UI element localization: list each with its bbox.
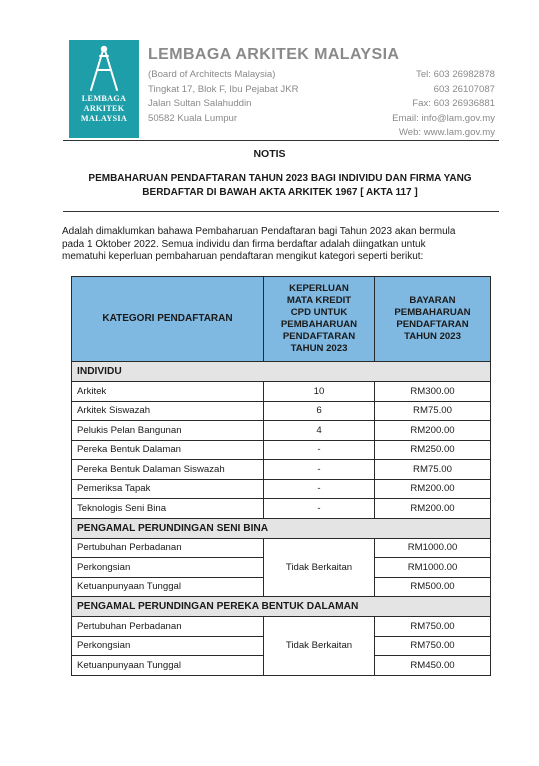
subject-line-1: PEMBAHARUAN PENDAFTARAN TAHUN 2023 BAGI INDIVIDU DAN FIRMA YANG — [88, 173, 472, 184]
fee-cell: RM500.00 — [375, 577, 491, 597]
intro-line: mematuhi keperluan pembaharuan pendaftaran mengikut kategori seperti berikut: — [62, 251, 424, 263]
table-row — [72, 421, 491, 441]
contact-email: Email: info@lam.gov.my — [392, 112, 495, 124]
fee-cell: RM200.00 — [375, 479, 491, 499]
fee-cell: RM200.00 — [375, 421, 491, 441]
fee-cell: RM1000.00 — [375, 538, 491, 558]
logo-line-3: MALAYSIA — [80, 114, 128, 123]
cpd-cell: 10 — [264, 382, 375, 402]
fee-cell: RM75.00 — [375, 460, 491, 480]
logo-line-1: LEMBAGA — [81, 94, 127, 103]
cpd-cell: 6 — [264, 401, 375, 421]
intro-paragraph — [62, 226, 502, 264]
category-cell: Teknologis Seni Bina — [72, 499, 264, 519]
compass-emblem-icon — [79, 44, 129, 94]
contact-web: Web: www.lam.gov.my — [398, 127, 495, 139]
cpd-merged-cell: Tidak Berkaitan — [264, 617, 375, 676]
table-row — [72, 479, 491, 499]
notice-subject — [70, 172, 490, 200]
cpd-cell: - — [264, 440, 375, 460]
category-cell: Pertubuhan Perbadanan — [72, 538, 264, 558]
section-title: PENGAMAL PERUNDINGAN PEREKA BENTUK DALAMAN — [72, 597, 491, 617]
subject-divider — [63, 211, 499, 212]
contact-tel-2: 603 26107087 — [433, 83, 495, 95]
table-row — [72, 617, 491, 637]
table-row — [72, 538, 491, 558]
fee-cell: RM750.00 — [375, 636, 491, 656]
table-row — [72, 460, 491, 480]
category-cell: Pemeriksa Tapak — [72, 479, 264, 499]
header-divider — [63, 140, 499, 141]
address-line: Jalan Sultan Salahuddin — [148, 98, 252, 110]
section-title: PENGAMAL PERUNDINGAN SENI BINA — [72, 518, 491, 538]
address-line: Tingkat 17, Blok F, Ibu Pejabat JKR — [148, 83, 299, 95]
fee-cell: RM450.00 — [375, 656, 491, 676]
cpd-cell: - — [264, 479, 375, 499]
col-header-cpd: KEPERLUAN MATA KREDIT CPD UNTUK PEMBAHARUAN PENDAFTARAN TAHUN 2023 — [264, 277, 375, 362]
notice-label: NOTIS — [253, 148, 286, 160]
cpd-cell: 4 — [264, 421, 375, 441]
cpd-cell: - — [264, 460, 375, 480]
intro-line: Adalah dimaklumkan bahawa Pembaharuan Pendaftaran bagi Tahun 2023 akan bermula — [62, 226, 456, 237]
section-title: INDIVIDU — [72, 362, 491, 382]
category-cell: Ketuanpunyaan Tunggal — [72, 656, 264, 676]
cpd-cell: - — [264, 499, 375, 519]
lam-logo — [69, 40, 139, 138]
fee-table — [71, 276, 491, 676]
fee-cell: RM200.00 — [375, 499, 491, 519]
fee-cell: RM1000.00 — [375, 558, 491, 578]
subject-line-2: BERDAFTAR DI BAWAH AKTA ARKITEK 1967 [ AKTA 117 ] — [142, 187, 418, 198]
table-row — [72, 440, 491, 460]
category-cell: Perkongsian — [72, 558, 264, 578]
address-line: 50582 Kuala Lumpur — [148, 112, 238, 124]
fee-cell: RM250.00 — [375, 440, 491, 460]
logo-line-2: ARKITEK — [83, 104, 125, 113]
category-cell: Arkitek Siswazah — [72, 401, 264, 421]
cpd-merged-cell: Tidak Berkaitan — [264, 538, 375, 597]
section-row-individu — [72, 362, 491, 382]
section-row-pereka — [72, 597, 491, 617]
address-line: (Board of Architects Malaysia) — [148, 69, 276, 80]
fee-cell: RM750.00 — [375, 617, 491, 637]
category-cell: Pereka Bentuk Dalaman — [72, 440, 264, 460]
contact-fax: Fax: 603 26936881 — [412, 98, 495, 110]
category-cell: Arkitek — [72, 382, 264, 402]
category-cell: Perkongsian — [72, 636, 264, 656]
table-row — [72, 382, 491, 402]
category-cell: Pertubuhan Perbadanan — [72, 617, 264, 637]
section-row-seni-bina — [72, 518, 491, 538]
col-header-fee: BAYARAN PEMBAHARUAN PENDAFTARAN TAHUN 2023 — [375, 277, 491, 362]
category-cell: Pereka Bentuk Dalaman Siswazah — [72, 460, 264, 480]
fee-cell: RM75.00 — [375, 401, 491, 421]
contact-block — [392, 68, 495, 141]
org-name: LEMBAGA ARKITEK MALAYSIA — [148, 46, 400, 63]
col-header-category: KATEGORI PENDAFTARAN — [72, 277, 264, 362]
contact-tel: Tel: 603 26982878 — [416, 69, 495, 80]
category-cell: Pelukis Pelan Bangunan — [72, 421, 264, 441]
category-cell: Ketuanpunyaan Tunggal — [72, 577, 264, 597]
table-row — [72, 401, 491, 421]
table-row — [72, 499, 491, 519]
address-block — [148, 68, 299, 126]
fee-cell: RM300.00 — [375, 382, 491, 402]
intro-line: pada 1 Oktober 2022. Semua individu dan firma berdaftar adalah diingatkan untuk — [62, 238, 426, 250]
